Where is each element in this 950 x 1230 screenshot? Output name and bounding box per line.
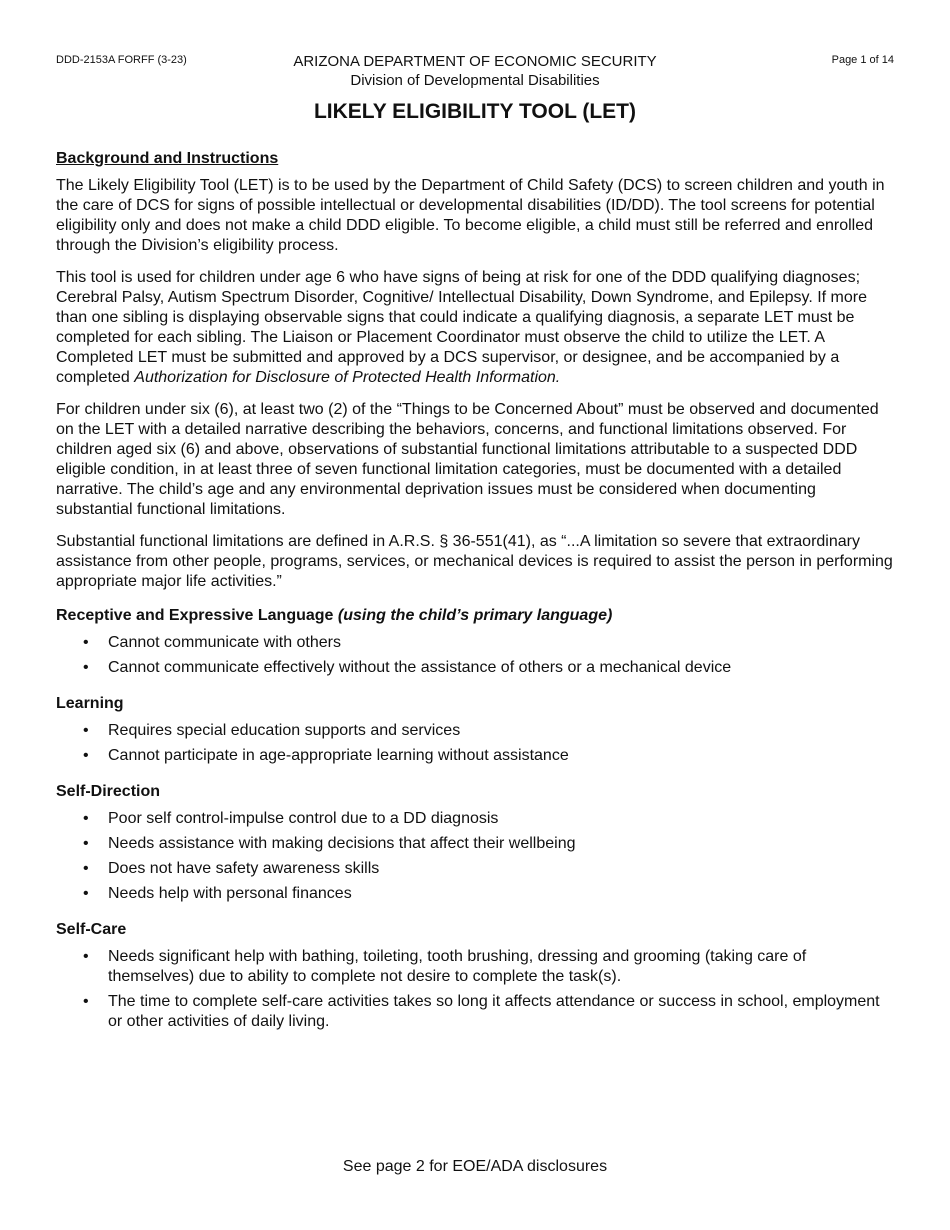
category-title: Receptive and Expressive Language <box>56 607 334 624</box>
category-heading-language <box>56 606 896 626</box>
bullet-icon: • <box>83 993 89 1010</box>
category-heading-self-direction: Self-Direction <box>56 783 161 800</box>
bullet-icon: • <box>83 948 89 965</box>
self-care-list <box>56 947 896 1032</box>
category-subtitle: (using the child’s primary language) <box>337 607 613 624</box>
list-item-text: Cannot communicate effectively without the assistance of others or a mechanical device <box>108 659 732 676</box>
background-paragraph-2-text: This tool is used for children under age 6 who have signs of being at risk for one of the DDD qualifying diagnoses; Cerebral Palsy, Autism Spectrum Disorder, Cognitive/ Intellectual Disability, Down Syndrome, and Epilepsy. If more than one sibling is displaying observable signs that could indicate a qualifying diagnosis, a separate LET must be completed for each sibling. The Liaison or Placement Coordinator must observe the child to utilize the LET. A Completed LET must be submitted and approved by a DCS supervisor, or designee, and be accompanied by a completed <box>56 269 867 386</box>
list-item <box>56 992 896 1032</box>
list-item-text: The time to complete self-care activities takes so long it affects attendance or success in school, employment or other activities of daily living. <box>108 993 880 1030</box>
bullet-icon: • <box>83 634 89 651</box>
form-id: DDD-2153A FORFF (3-23) <box>56 54 187 66</box>
list-item <box>56 746 896 766</box>
list-item <box>56 658 896 678</box>
bullet-icon: • <box>83 810 89 827</box>
bullet-icon: • <box>83 885 89 902</box>
list-item <box>56 834 896 854</box>
background-heading: Background and Instructions <box>56 150 279 167</box>
list-item-text: Needs assistance with making decisions that affect their wellbeing <box>108 835 576 852</box>
language-list <box>56 633 896 678</box>
bullet-icon: • <box>83 722 89 739</box>
division-name: Division of Developmental Disabilities <box>350 72 600 89</box>
list-item-text: Needs significant help with bathing, toileting, tooth brushing, dressing and grooming (taking care of themselves) due to ability to complete not desire to complete the task(s). <box>108 948 807 985</box>
agency-header <box>0 53 950 90</box>
bullet-icon: • <box>83 835 89 852</box>
authorization-form-name: Authorization for Disclosure of Protected Health Information. <box>134 369 561 386</box>
list-item-text: Poor self control-impulse control due to a DD diagnosis <box>108 810 499 827</box>
document-body <box>56 150 896 1048</box>
list-item-text: Requires special education supports and services <box>108 722 461 739</box>
list-item-text: Needs help with personal finances <box>108 885 352 902</box>
background-paragraph-1: The Likely Eligibility Tool (LET) is to be used by the Department of Child Safety (DCS) to screen children and youth in the care of DCS for signs of possible intellectual or developmental disabilities (ID/DD). The tool screens for potential eligibility only and does not make a child DDD eligible. To become eligible, a child must still be referred and enrolled through the Division’s eligibility process. <box>56 177 885 254</box>
self-direction-list <box>56 809 896 904</box>
list-item-text: Does not have safety awareness skills <box>108 860 380 877</box>
category-heading-learning: Learning <box>56 695 124 712</box>
list-item-text: Cannot communicate with others <box>108 634 341 651</box>
list-item-text: Cannot participate in age-appropriate learning without assistance <box>108 747 569 764</box>
footer-note: See page 2 for EOE/ADA disclosures <box>342 1158 608 1175</box>
bullet-icon: • <box>83 860 89 877</box>
background-paragraph-3: For children under six (6), at least two (2) of the “Things to be Concerned About” must be observed and documented on the LET with a detailed narrative describing the behaviors, concerns, and functional limitations observed. For children aged six (6) and above, observations of substantial functional limitations attributable to a suspected DDD eligible condition, in at least three of seven functional limitation categories, must be documented with a detailed narrative. The child’s age and any environmental deprivation issues must be considered when documenting substantial functional limitations. <box>56 401 879 518</box>
bullet-icon: • <box>83 659 89 676</box>
agency-name: ARIZONA DEPARTMENT OF ECONOMIC SECURITY <box>293 53 657 70</box>
list-item <box>56 947 896 987</box>
learning-list <box>56 721 896 766</box>
list-item <box>56 884 896 904</box>
bullet-icon: • <box>83 747 89 764</box>
page-number: Page 1 of 14 <box>831 54 894 66</box>
page-title: LIKELY ELIGIBILITY TOOL (LET) <box>313 100 637 123</box>
list-item <box>56 721 896 741</box>
list-item <box>56 859 896 879</box>
list-item <box>56 809 896 829</box>
category-heading-self-care: Self-Care <box>56 921 127 938</box>
background-paragraph-4: Substantial functional limitations are defined in A.R.S. § 36-551(41), as “...A limitation so severe that extraordinary assistance from other people, programs, services, or mechanical devices is required to assist the person in performing appropriate major life activities.” <box>56 533 893 590</box>
background-paragraph-2 <box>56 268 896 388</box>
list-item <box>56 633 896 653</box>
